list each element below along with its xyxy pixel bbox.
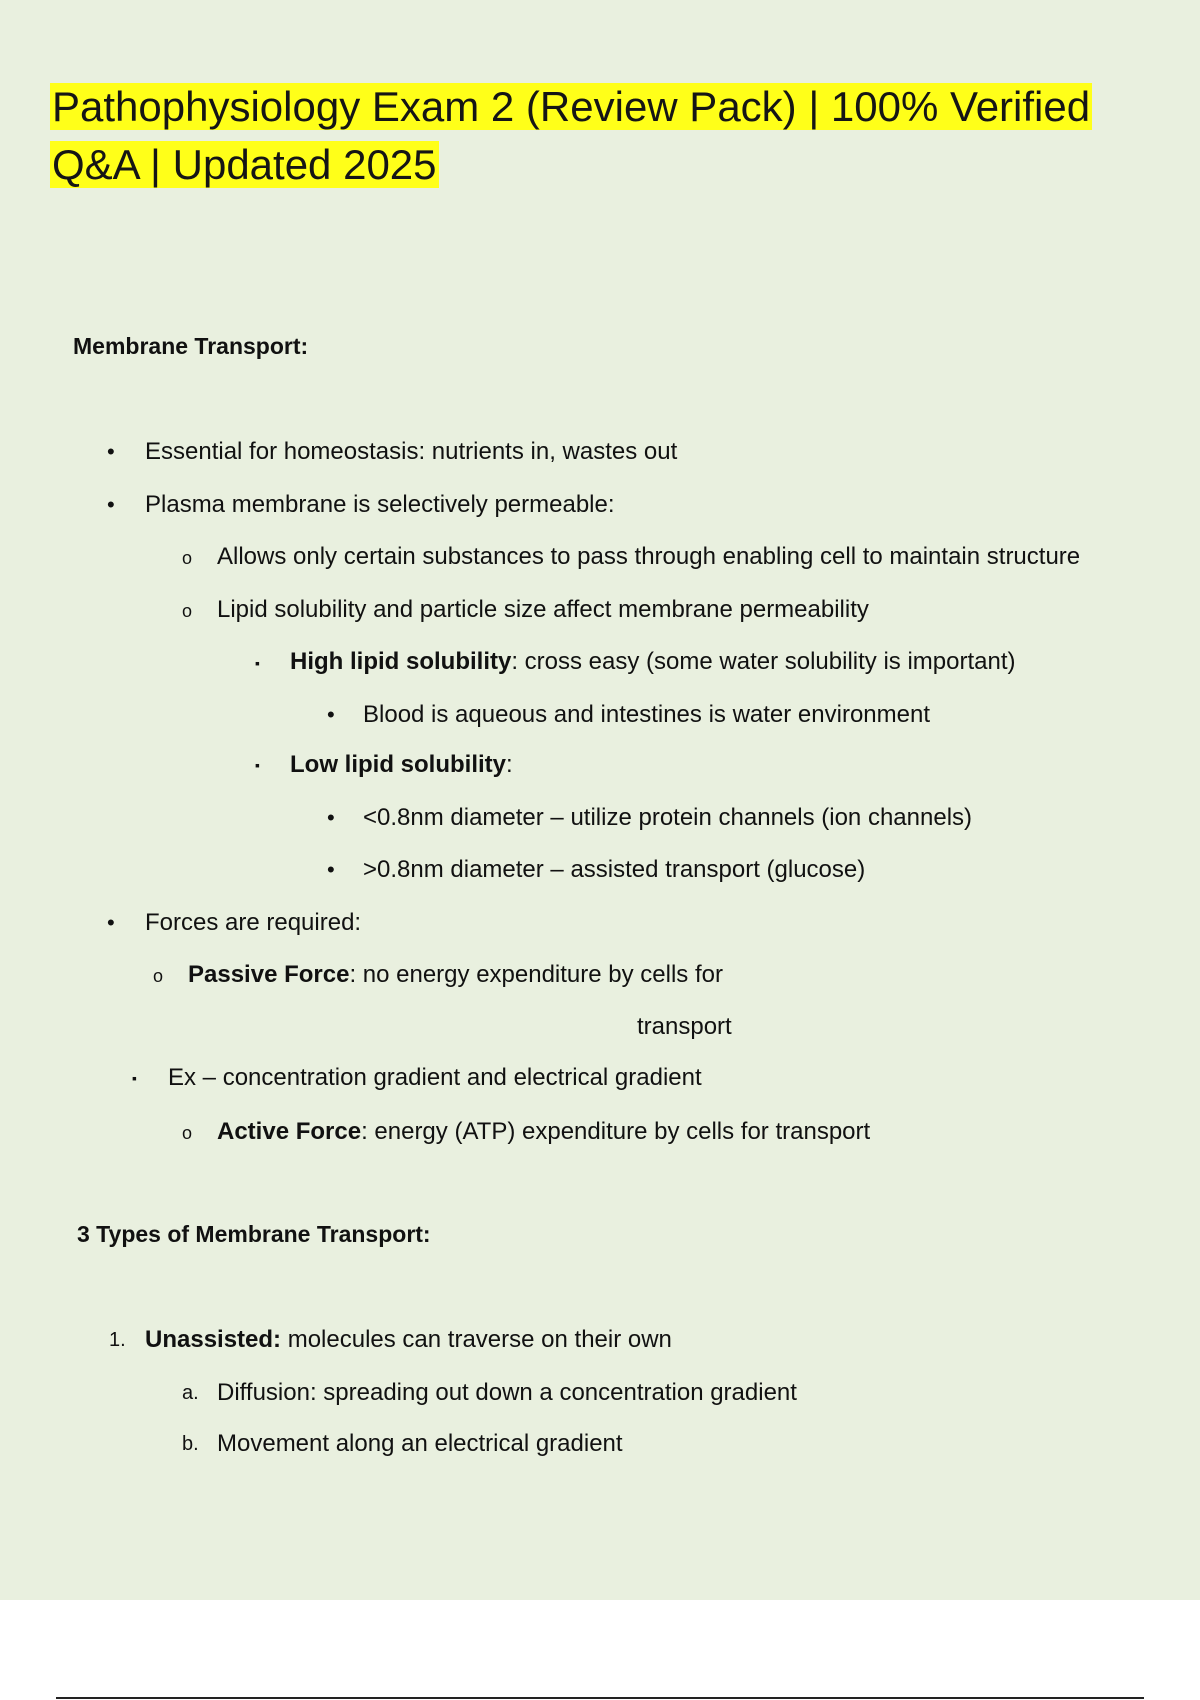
bullet-marker: •	[107, 439, 115, 464]
square-marker: ▪	[132, 1070, 137, 1086]
term-description: : cross easy (some water solubility is important)	[511, 648, 1016, 675]
square-marker: ▪	[255, 757, 260, 773]
term-high-lipid: High lipid solubility	[290, 648, 512, 675]
title-line-2: Q&A | Updated 2025	[52, 141, 437, 188]
circle-marker: o	[182, 1123, 193, 1143]
list-item: Plasma membrane is selectively permeable:	[145, 491, 615, 518]
footer-divider	[56, 1697, 1144, 1699]
bullet-marker: •	[107, 910, 115, 935]
document-title	[50, 78, 1150, 194]
list-item: Essential for homeostasis: nutrients in, wastes out	[145, 438, 678, 465]
list-item: Movement along an electrical gradient	[217, 1430, 623, 1457]
bullet-marker: •	[327, 702, 335, 727]
letter-marker: a.	[182, 1382, 199, 1404]
term-passive-force: Passive Force	[188, 961, 350, 988]
bullet-marker: •	[107, 492, 115, 517]
list-item: >0.8nm diameter – assisted transport (glucose)	[363, 856, 866, 883]
list-item-continuation: transport	[637, 1013, 732, 1040]
bullet-marker: •	[327, 857, 335, 882]
list-item	[290, 647, 1015, 677]
term-description: : no energy expenditure by cells for	[349, 961, 723, 988]
list-item: Diffusion: spreading out down a concentration gradient	[217, 1379, 797, 1406]
term-active-force: Active Force	[217, 1118, 362, 1145]
circle-marker: o	[153, 966, 164, 986]
term-description: : energy (ATP) expenditure by cells for transport	[361, 1118, 871, 1145]
section-heading-types: 3 Types of Membrane Transport:	[77, 1221, 431, 1247]
list-item	[145, 1325, 672, 1355]
square-marker: ▪	[255, 655, 260, 671]
term-unassisted: Unassisted:	[145, 1326, 282, 1353]
letter-marker: b.	[182, 1433, 199, 1455]
list-item: Ex – concentration gradient and electrical gradient	[168, 1064, 702, 1091]
term-description: :	[506, 751, 513, 778]
list-item: Forces are required:	[145, 909, 362, 936]
number-marker: 1.	[109, 1329, 126, 1351]
bullet-marker: •	[327, 805, 335, 830]
list-item	[217, 1117, 870, 1147]
list-item: <0.8nm diameter – utilize protein channels (ion channels)	[363, 804, 973, 831]
term-low-lipid: Low lipid solubility	[290, 751, 506, 778]
list-item: Lipid solubility and particle size affect membrane permeability	[217, 596, 869, 623]
list-item	[290, 750, 513, 780]
list-item: Allows only certain substances to pass through enabling cell to maintain structure	[217, 543, 1081, 570]
circle-marker: o	[182, 601, 193, 621]
title-line-1: Pathophysiology Exam 2 (Review Pack) | 100% Verified	[52, 83, 1091, 130]
term-description: molecules can traverse on their own	[281, 1326, 672, 1353]
list-item	[188, 960, 723, 990]
list-item: Blood is aqueous and intestines is water environment	[363, 701, 930, 728]
section-heading-membrane-transport: Membrane Transport:	[73, 333, 309, 359]
circle-marker: o	[182, 548, 193, 568]
